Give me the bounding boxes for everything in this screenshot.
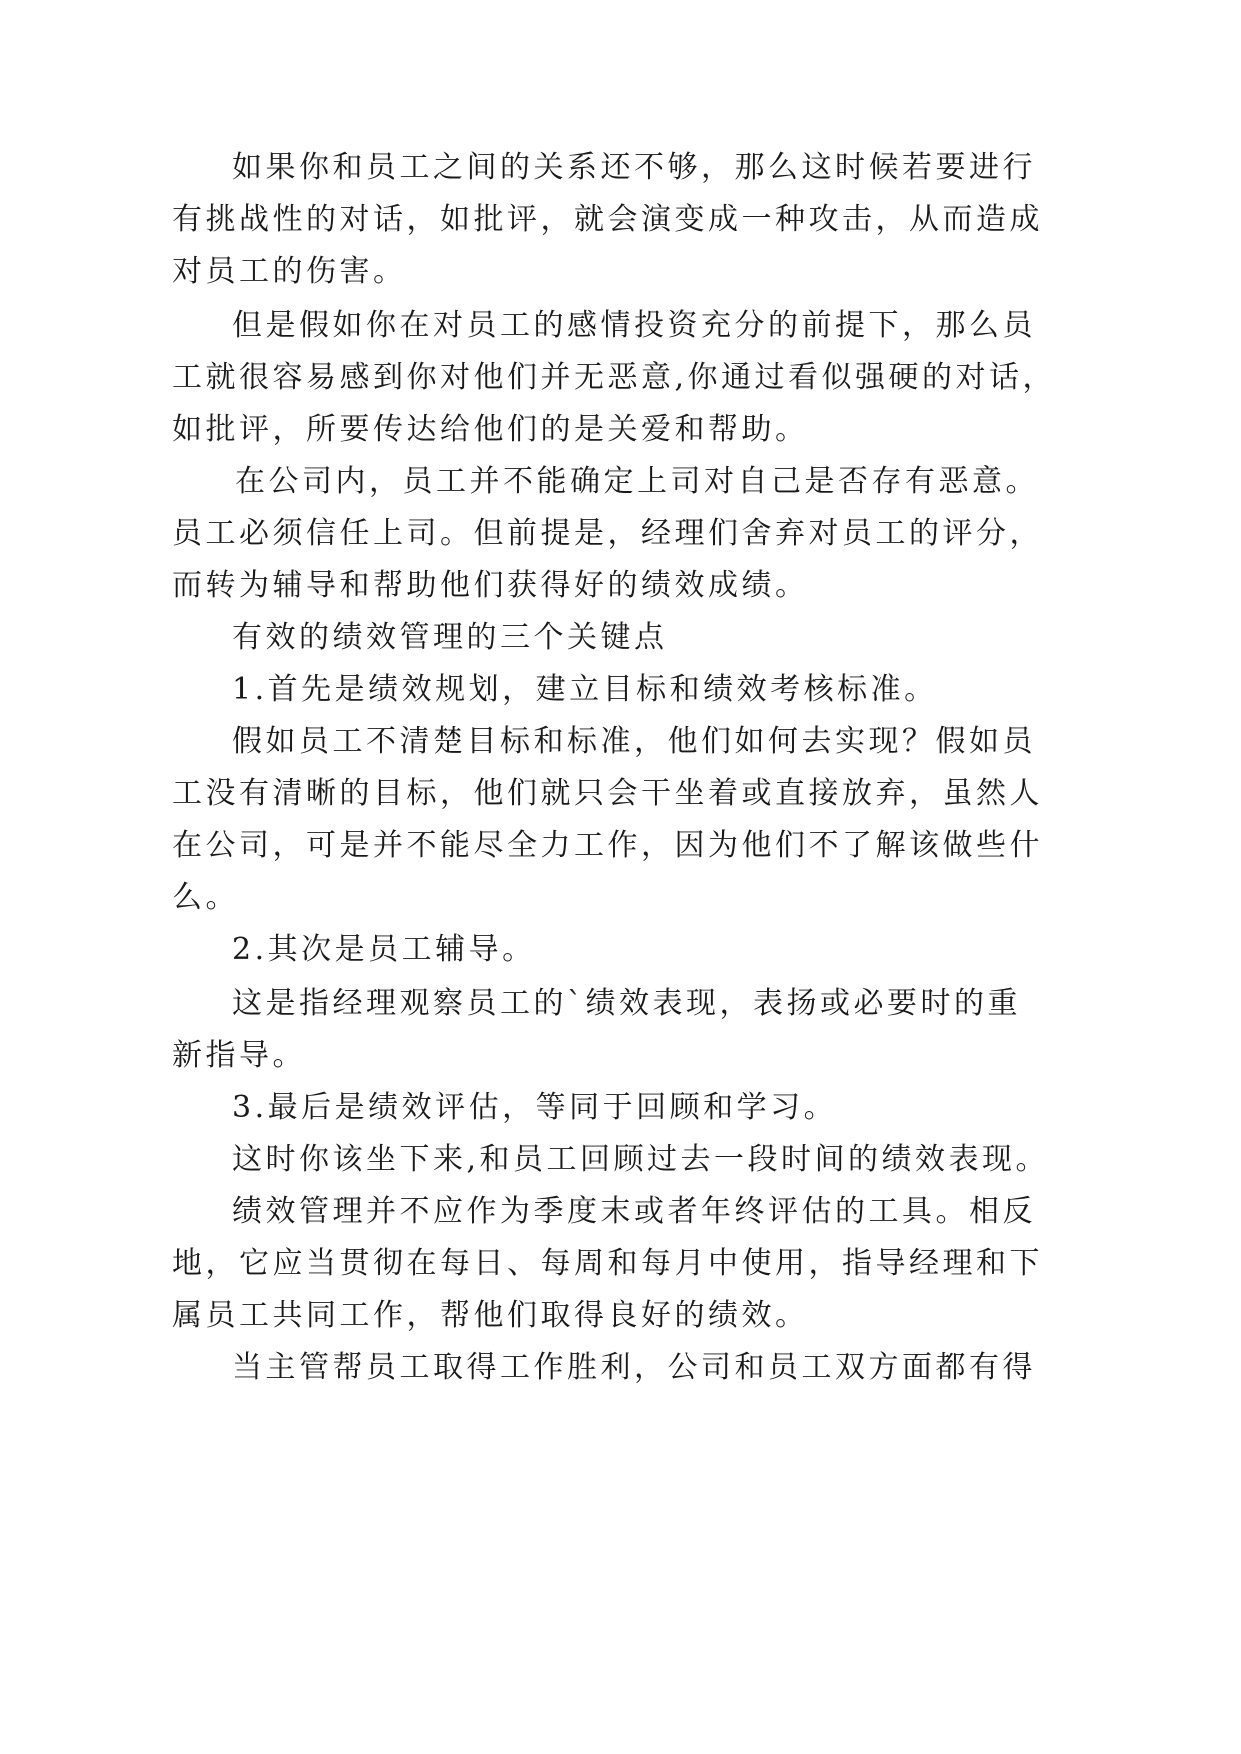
text-line: 而转为辅导和帮助他们获得好的绩效成绩。 xyxy=(172,568,809,603)
text-line: 当主管帮员工取得工作胜利，公司和员工双方面都有得 xyxy=(232,1350,1036,1385)
text-line: 这时你该坐下来,和员工回顾过去一段时间的绩效表现。 xyxy=(232,1142,1050,1177)
text-line: 在公司，可是并不能尽全力工作，因为他们不了解该做些什 xyxy=(172,828,1043,863)
list-item: 3.最后是绩效评估，等同于回顾和学习。 xyxy=(232,1090,838,1125)
text-line: 对员工的伤害。 xyxy=(172,254,407,289)
list-item: 1.首先是绩效规划，建立目标和绩效考核标准。 xyxy=(232,672,938,707)
text-line: 地，它应当贯彻在每日、每周和每月中使用，指导经理和下 xyxy=(172,1246,1043,1281)
text-line: 绩效管理并不应作为季度末或者年终评估的工具。相反 xyxy=(232,1194,1036,1229)
text-line: 员工必须信任上司。但前提是，经理们舍弃对员工的评分， xyxy=(172,516,1043,551)
text-line: 但是假如你在对员工的感情投资充分的前提下，那么员 xyxy=(232,308,1036,343)
text-line: 这是指经理观察员工的`绩效表现，表扬或必要时的重 xyxy=(232,986,1021,1021)
text-line: 有挑战性的对话，如批评，就会演变成一种攻击，从而造成 xyxy=(172,202,1043,237)
list-item: 2.其次是员工辅导。 xyxy=(232,932,536,967)
text-line: 么。 xyxy=(172,880,239,915)
text-line: 工没有清晰的目标，他们就只会干坐着或直接放弃，虽然人 xyxy=(172,776,1043,811)
text-line: 在公司内，员工并不能确定上司对自己是否存有恶意。 xyxy=(235,464,1039,499)
text-line: 属员工共同工作，帮他们取得良好的绩效。 xyxy=(172,1298,809,1333)
section-heading: 有效的绩效管理的三个关键点 xyxy=(232,620,668,655)
text-line: 工就很容易感到你对他们并无恶意,你通过看似强硬的对话， xyxy=(172,360,1057,395)
text-line: 如果你和员工之间的关系还不够，那么这时候若要进行 xyxy=(232,150,1036,185)
text-line: 新指导。 xyxy=(172,1038,306,1073)
text-line: 假如员工不清楚目标和标准，他们如何去实现？假如员 xyxy=(232,724,1036,759)
text-line: 如批评，所要传达给他们的是关爱和帮助。 xyxy=(172,412,809,447)
